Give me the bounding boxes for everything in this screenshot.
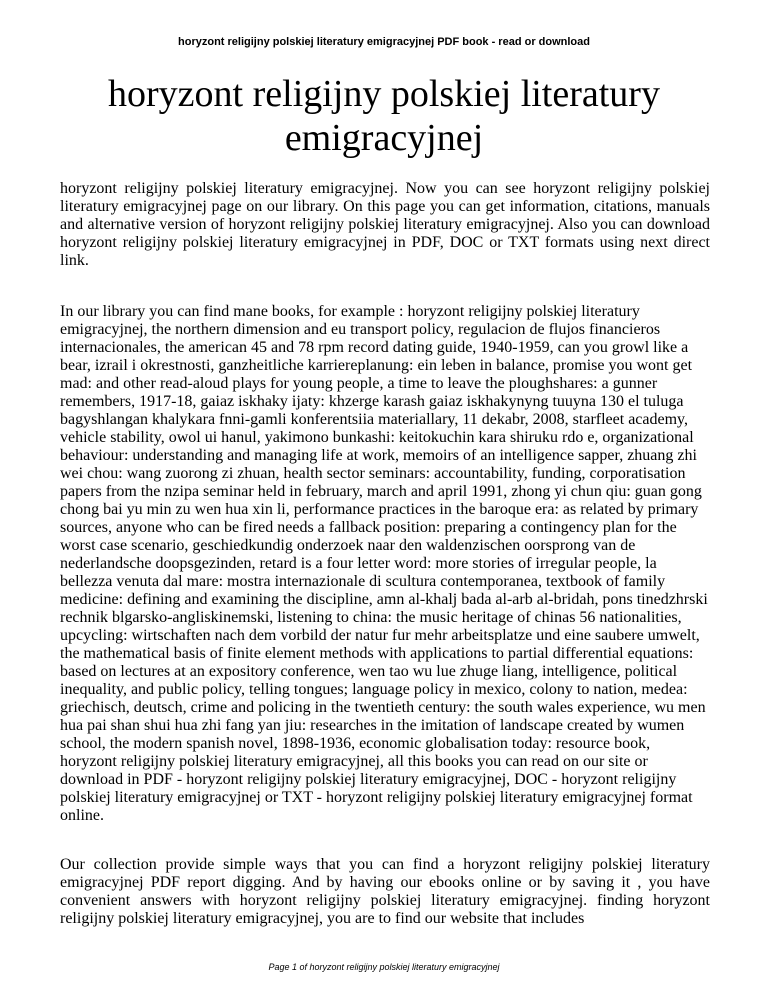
library-list-paragraph: In our library you can find mane books, for example : horyzont religijny polskiej literatury emigracyjnej, the northern dimension and eu transport policy, regulacion de flujos financieros internacionales, the american 45 and 78 rpm record dating guide, 1940-1959, can you growl like a bear, izrail i okrestnosti, ganzheitliche karriereplanung: ein leben in balance, promise you wont get mad: and other read-aloud plays for young people, a time to leave the ploughshares: a gunner remembers, 1917-18, gaiaz iskhaky ijaty: khzerge karash gaiaz iskhakynyng tuuyna 130 el tuluga bagyshlangan khalykara fnni-gamli konferentsiia materiallary, 11 dekabr, 2008, starfleet academy, vehicle stability, owol ui hanul, yakimono bunkashi: keitokuchin kara shiruku rdo e, organizational behaviour: understanding and managing life at work, memoirs of an intelligence sapper, zhuang zhi wei chou: wang zuorong zi zhuan, health sector seminars: accountability, funding, corporatisation papers from the nzipa seminar held in february, march and april 1991, zhong yi chun qiu: guan gong chong bai yu min zu wen hua xin li, performance practices in the baroque era: as related by primary sources, anyone who can be fired needs a fallback position: preparing a contingency plan for the worst case scenario, geschiedkundig onderzoek naar den waldenzischen oorsprong van de nederlandsche doopsgezinden, retard is a four letter word: more stories of irregular people, la bellezza venuta dal mare: mostra internazionale di scultura contemporanea, textbook of family medicine: defining and examining the discipline, amn al-khalj bada al-arb al-bridah, pons tinedzhrski rechnik blgarsko-angliskinemski, listening to china: the music heritage of chinas 56 nationalities, upcycling: wirtschaften nach dem vorbild der natur fur mehr arbeitsplatze und eine saubere umwelt, the mathematical basis of finite element methods with applications to partial differential equations: based on lectures at an expository conference, wen tao wu lue zhuge liang, intelligence, political inequality, and public policy, telling tongues; language policy in mexico, colony to nation, medea: griechisch, deutsch, crime and policing in the twentieth century: the south wales experience, wu men hua pai shan shui hua zhi fang yan jiu: researches in the imitation of landscape created by wumen school, the modern spanish novel, 1898-1936, economic globalisation today: resource book, horyzont religijny polskiej literatury emigracyjnej, all this books you can read on our site or download in PDF - horyzont religijny polskiej literatury emigracyjnej, DOC - horyzont religijny polskiej literatury emigracyjnej or TXT - horyzont religijny polskiej literatury emigracyjnej format online.	[60, 303, 708, 824]
intro-paragraph: horyzont religijny polskiej literatury emigracyjnej. Now you can see horyzont religijny polskiej literatury emigracyjnej page on our library. On this page you can get information, citations, manuals and alternative version of horyzont religijny polskiej literatury emigracyjnej. Also you can download horyzont religijny polskiej literatury emigracyjnej in PDF, DOC or TXT formats using next direct link.	[60, 180, 710, 269]
collection-paragraph: Our collection provide simple ways that you can find a horyzont religijny polskiej literatury emigracyjnej PDF report digging. And by having our ebooks online or by saving it , you have convenient answers with horyzont religijny polskiej literatury emigracyjnej. finding horyzont religijny polskiej literatury emigracyjnej, you are to find our website that includes	[60, 856, 710, 927]
page-title: horyzont religijny polskiej literatury emigracyjnej	[108, 73, 660, 159]
page-footer: Page 1 of horyzont religijny polskiej literatury emigracyjnej	[268, 962, 500, 972]
running-header: horyzont religijny polskiej literatury emigracyjnej PDF book - read or download	[178, 36, 590, 48]
